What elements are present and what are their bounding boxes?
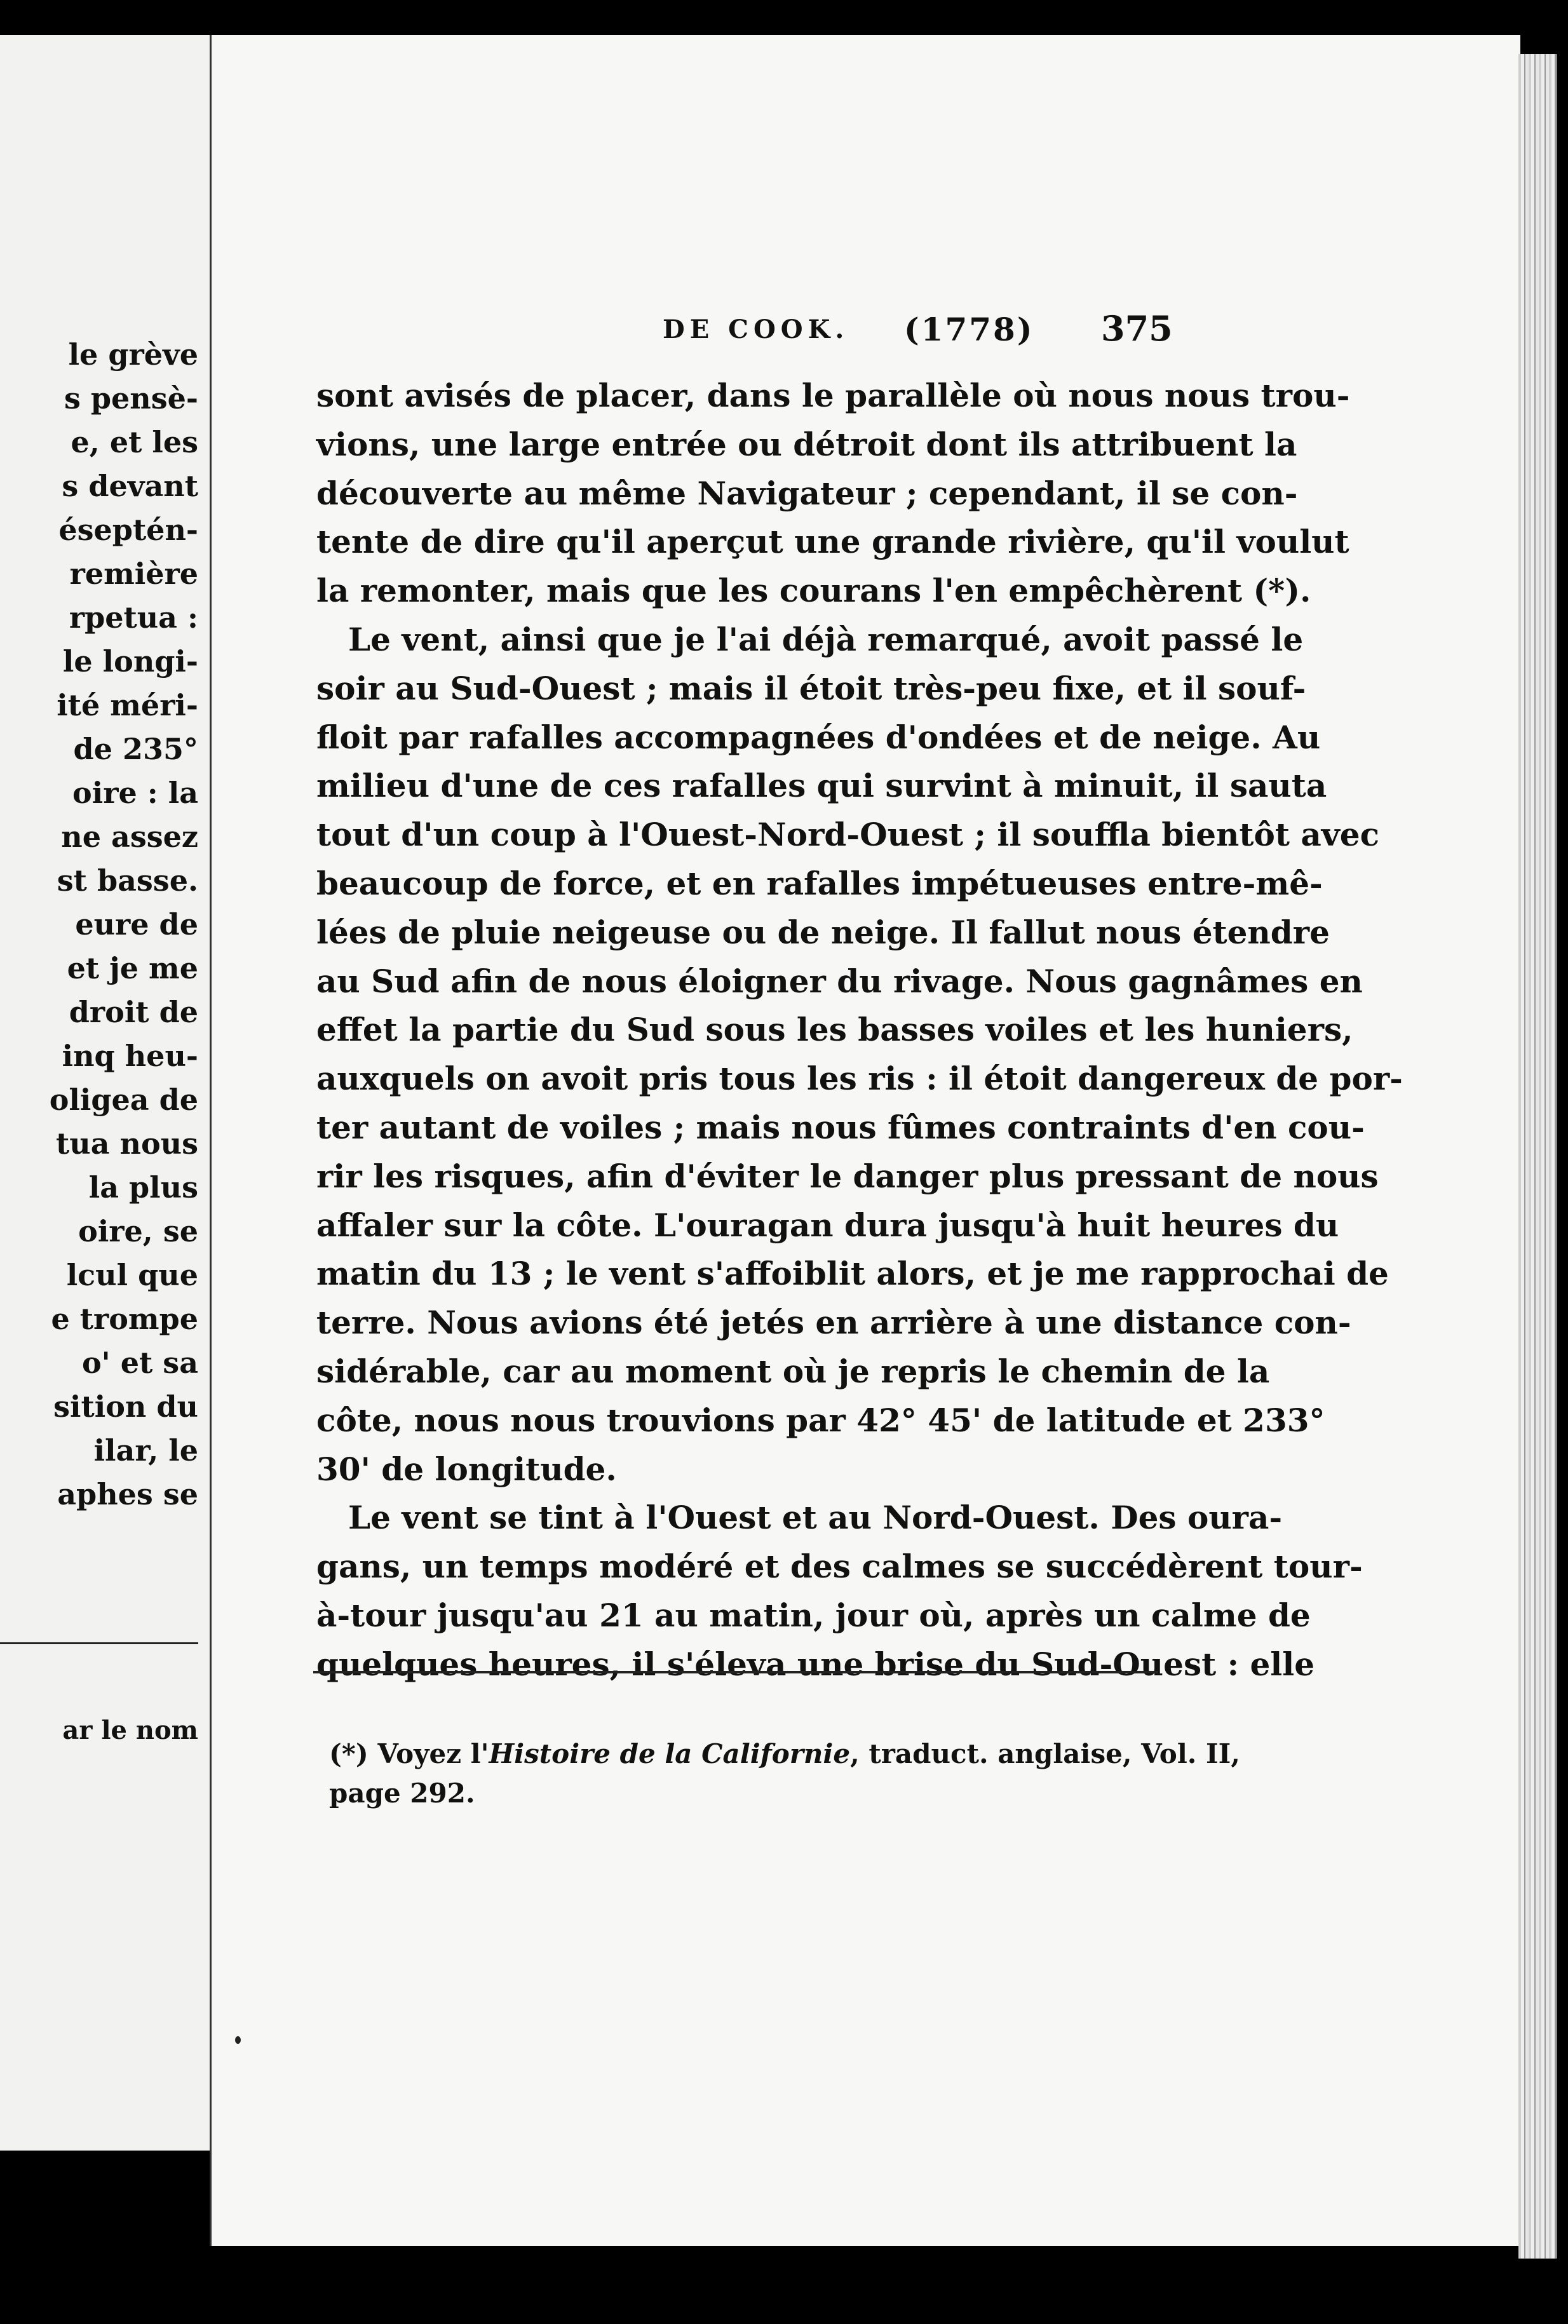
body-line: soir au Sud-Ouest ; mais il étoit très-peu fixe, et il souf-: [316, 669, 1306, 707]
left-page-line: e trompe: [51, 1302, 198, 1336]
body-text: [316, 372, 1403, 1689]
left-page-line: lcul que: [66, 1258, 198, 1292]
footnote-post: , traduct. anglaise, Vol. II,: [850, 1738, 1240, 1769]
body-line: affaler sur la côte. L'ouragan dura jusqu'à huit heures du: [316, 1206, 1339, 1244]
left-footnote-fragment: ar le nom: [62, 1715, 198, 1745]
left-page-line: tua nous: [56, 1126, 198, 1161]
body-line: gans, un temps modéré et des calmes se succédèrent tour-: [316, 1548, 1363, 1586]
left-page-line: aphes se: [57, 1477, 198, 1511]
body-line: matin du 13 ; le vent s'affoiblit alors, et je me rapprochai de: [316, 1255, 1389, 1293]
header-year: (1778): [904, 311, 1034, 348]
left-page-line: remière: [69, 557, 198, 591]
body-line: beaucoup de force, et en rafalles impétueuses entre-mê-: [316, 864, 1323, 902]
left-page-line: e, et les: [71, 425, 198, 459]
page-edge: [1518, 54, 1557, 2259]
footnote-rule: [313, 1671, 1158, 1673]
left-page-line: de 235°: [73, 732, 198, 766]
body-line: auxquels on avoit pris tous les ris : il étoit dangereux de por-: [316, 1060, 1403, 1098]
left-page-line: le longi-: [62, 644, 198, 679]
main-page: [210, 35, 1520, 2246]
left-page-line: rpetua :: [69, 600, 198, 635]
body-line: Le vent se tint à l'Ouest et au Nord-Ouest. Des oura-: [348, 1499, 1283, 1537]
footnote-line-2: page 292.: [329, 1778, 475, 1809]
body-line: tout d'un coup à l'Ouest-Nord-Ouest ; il souffla bientôt avec: [316, 816, 1380, 854]
footnote-line-1: [329, 1734, 1240, 1774]
body-line: 30' de longitude.: [316, 1450, 617, 1488]
body-line: lées de pluie neigeuse ou de neige. Il fallut nous étendre: [316, 913, 1330, 951]
left-page-line: le grève: [68, 337, 198, 372]
left-page-line: oligea de: [49, 1083, 198, 1117]
body-line: effet la partie du Sud sous les basses voiles et les huniers,: [316, 1011, 1353, 1049]
ink-speck: [235, 2036, 241, 2044]
left-page-line: inq heu-: [62, 1039, 198, 1073]
body-line: sidérable, car au moment où je repris le chemin de la: [316, 1352, 1270, 1390]
left-page-line: ne assez: [61, 820, 198, 854]
body-line: sont avisés de placer, dans le parallèle où nous nous trou-: [316, 377, 1350, 414]
left-page-line: ilar, le: [93, 1433, 198, 1468]
body-line: Le vent, ainsi que je l'ai déjà remarqué, avoit passé le: [348, 620, 1304, 658]
body-line: terre. Nous avions été jetés en arrière à une distance con-: [316, 1304, 1351, 1342]
left-page-line: la plus: [88, 1170, 198, 1205]
left-page-line: et je me: [67, 951, 198, 985]
left-page-line: st basse.: [57, 863, 198, 898]
body-line: découverte au même Navigateur ; cependant, il se con-: [316, 474, 1298, 512]
body-line: milieu d'une de ces rafalles qui survint à minuit, il sauta: [316, 767, 1327, 805]
left-page-line: éseptén-: [58, 513, 198, 547]
left-page-line: oire, se: [78, 1214, 198, 1248]
left-page-line: eure de: [75, 907, 198, 942]
body-line: côte, nous nous trouvions par 42° 45' de latitude et 233°: [316, 1401, 1325, 1439]
body-line: à-tour jusqu'au 21 au matin, jour où, après un calme de: [316, 1596, 1311, 1634]
left-page-line: droit de: [69, 995, 198, 1029]
body-line: floit par rafalles accompagnées d'ondées et de neige. Au: [316, 718, 1321, 756]
footnote-pre: Voyez l': [368, 1738, 489, 1769]
body-line: tente de dire qu'il aperçut une grande rivière, qu'il voulut: [316, 523, 1349, 561]
body-line: rir les risques, afin d'éviter le danger plus pressant de nous: [316, 1157, 1379, 1195]
body-line: la remonter, mais que les courans l'en empêchèrent (*).: [316, 572, 1311, 610]
left-page-line: oire : la: [72, 776, 198, 810]
body-line: ter autant de voiles ; mais nous fûmes contraints d'en cou-: [316, 1108, 1365, 1146]
body-line: vions, une large entrée ou détroit dont ils attribuent la: [316, 425, 1297, 463]
body-line: quelques heures, il s'éleva une brise du Sud-Ouest : elle: [316, 1645, 1315, 1683]
left-page-line: sition du: [53, 1389, 198, 1424]
footnote: [329, 1734, 1240, 1813]
left-page: [0, 35, 219, 2151]
footnote-marker: (*): [329, 1738, 368, 1769]
left-page-line: s pensè-: [64, 381, 198, 415]
running-header: [212, 308, 1520, 353]
left-footnote-rule: [0, 1642, 198, 1644]
left-page-line: ité méri-: [57, 688, 198, 722]
left-page-line: s devant: [62, 469, 198, 503]
footnote-title: Histoire de la Californie: [489, 1738, 851, 1769]
page-number: 375: [1101, 308, 1173, 349]
body-line: au Sud afin de nous éloigner du rivage. Nous gagnâmes en: [316, 962, 1363, 1000]
running-title: DE COOK.: [663, 314, 849, 344]
left-page-line: o' et sa: [81, 1346, 198, 1380]
